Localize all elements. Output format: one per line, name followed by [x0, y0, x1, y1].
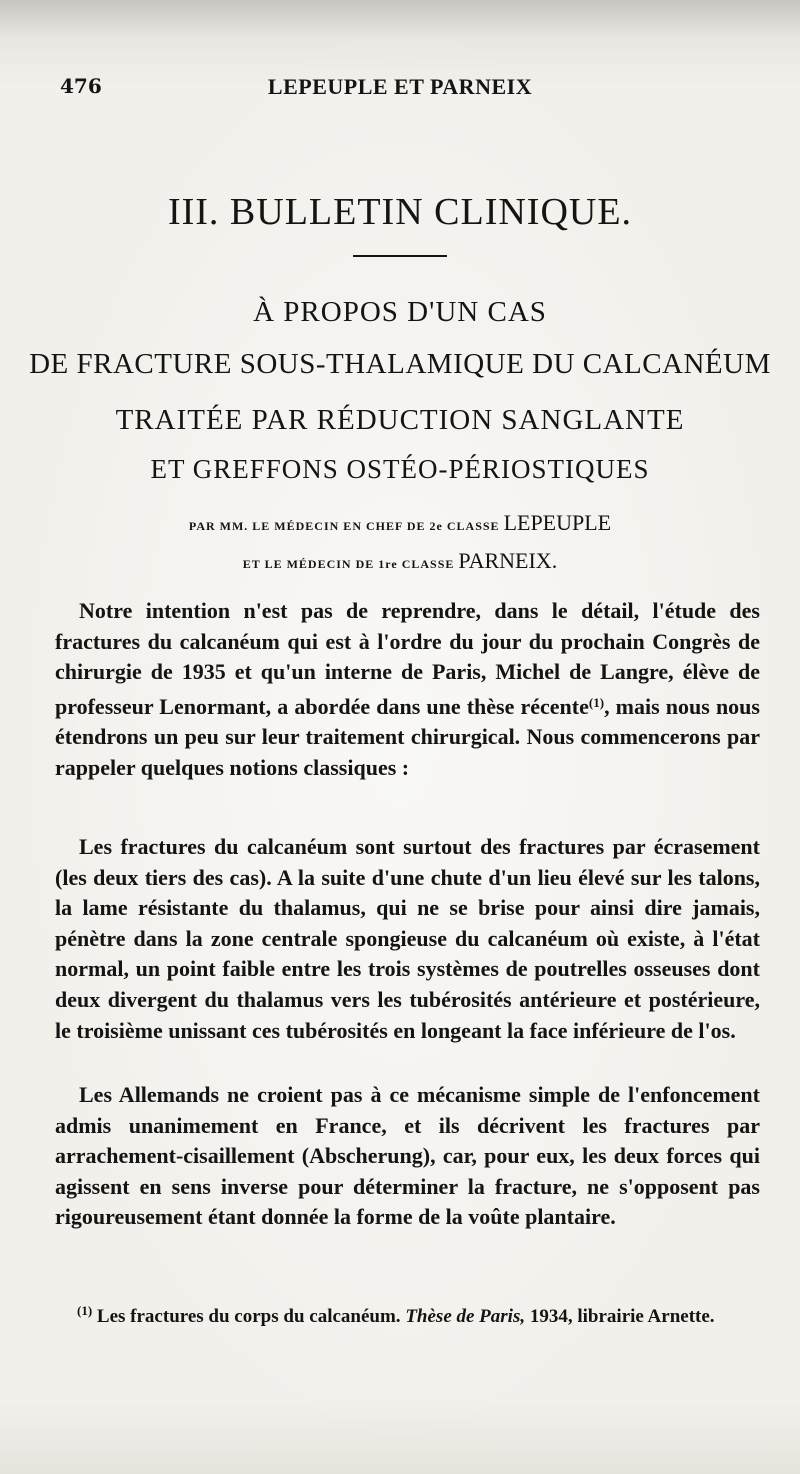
running-head [0, 74, 800, 104]
footnote-mark: (1) [77, 1303, 93, 1318]
author-name-parneix: PARNEIX. [458, 548, 558, 573]
byline-prefix-2: ET LE MÉDECIN DE 1re CLASSE [242, 557, 455, 571]
article-title-line-3: TRAITÉE PAR RÉDUCTION SANGLANTE [115, 404, 685, 436]
paragraph-3 [55, 1080, 760, 1233]
byline-line-2 [0, 548, 800, 574]
footnote-text: Les fractures du corps du calcanéum. [96, 1306, 401, 1327]
section-title: III. BULLETIN CLINIQUE. [167, 191, 633, 233]
paragraph-3-text: Les Allemands ne croient pas à ce mécanisme simple de l'enfoncement admis unanimement en France, et ils décrivent les fractures par arrachement-cisaillement (Abscherung), car, pour eux, les deux forces qui agissent en sens inverse pour déterminer la fracture, ne s'opposent pas rigoureusement étant donnée la forme de la voûte plantaire. [55, 1082, 760, 1230]
paragraph-1-text: Notre intention n'est pas de reprendre, dans le détail, l'étude des fractures du calcanéum qui est à l'ordre du jour du prochain Congrès de chirurgie de 1935 et qu'un interne de Paris, Michel de Langre, élève de professeur Lenormant, a abordée dans une thèse récente [55, 598, 760, 719]
paragraph-2 [55, 832, 760, 1046]
footnote [55, 1298, 760, 1330]
title-rule-divider [353, 255, 447, 257]
footnote-text-cont: 1934, librairie Arnette. [529, 1306, 715, 1327]
paragraph-2-text: Les fractures du calcanéum sont surtout des fractures par écrasement (les deux tiers des cas). A la suite d'une chute d'un lieu élevé sur les talons, la lame résistante du thalamus, qui ne se brise pour ainsi dire jamais, pénètre dans la zone centrale spongieuse du calcanéum où existe, à l'état normal, un point faible entre les trois systèmes de poutrelles osseuses dont deux divergent du thalamus vers les tubérosités antérieure et postérieure, le troisième unissant ces tubérosités en longeant la face inférieure de l'os. [55, 834, 760, 1043]
footnote-reference: (1) [588, 694, 605, 710]
paragraph-1 [55, 596, 760, 784]
page-number: 476 [60, 74, 102, 98]
byline-line-1 [0, 510, 800, 536]
article-title-line-4: ET GREFFONS OSTÉO-PÉRIOSTIQUES [150, 454, 650, 484]
author-name-lepeuple: LEPEUPLE [503, 510, 612, 535]
paragraph-1-text-cont: , mais nous nous étendrons un peu sur leur traitement chirurgical. Nous commencerons par rappeler quelques notions classiques : [55, 693, 760, 780]
article-title-line-1: À PROPOS D'UN CAS [253, 296, 547, 328]
footnote-italic-title: Thèse de Paris, [405, 1306, 526, 1327]
article-title-line-2: DE FRACTURE SOUS-THALAMIQUE DU CALCANÉUM [29, 348, 771, 380]
byline-prefix-1: PAR MM. LE MÉDECIN EN CHEF DE 2e CLASSE [188, 519, 500, 533]
running-title: LEPEUPLE ET PARNEIX [267, 74, 533, 99]
